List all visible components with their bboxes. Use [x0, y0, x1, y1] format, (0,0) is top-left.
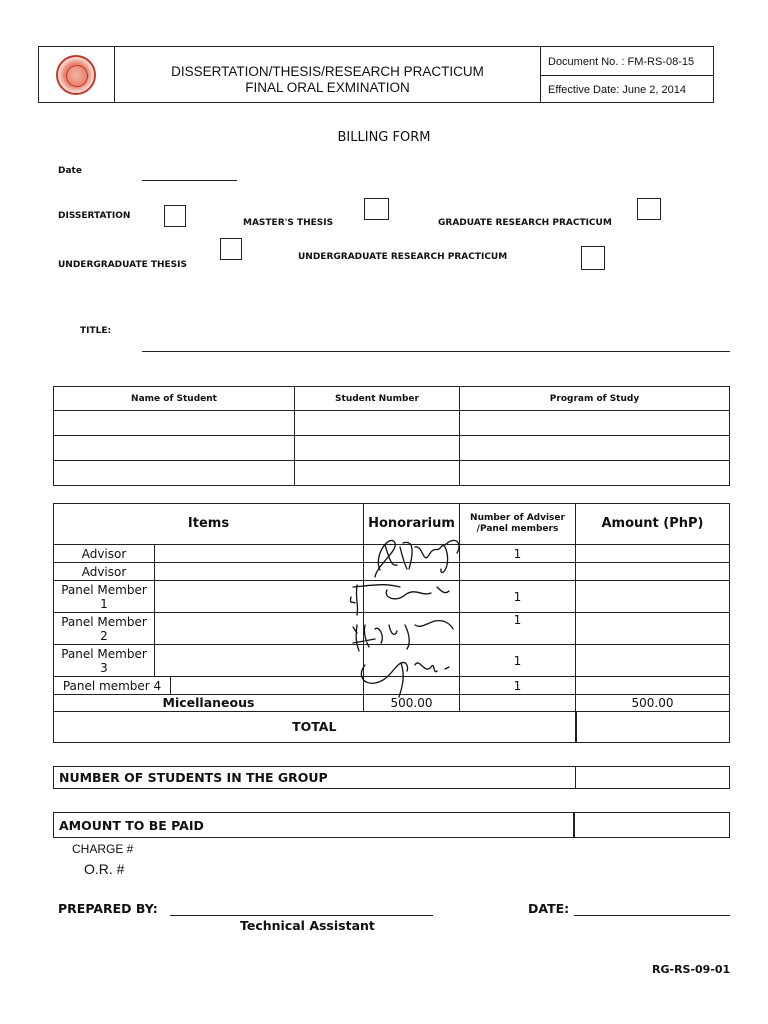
number-of-panel-header: Number of Adviser /Panel members: [460, 504, 576, 545]
name-of-student-header: Name of Student: [54, 387, 295, 411]
charge-label: CHARGE #: [72, 842, 134, 856]
item-label: Advisor: [54, 563, 155, 581]
number-of-students-row: [53, 766, 730, 789]
amount-cell[interactable]: [576, 677, 730, 695]
total-row: [54, 712, 730, 743]
masters-thesis-checkbox[interactable]: [364, 198, 389, 220]
undergraduate-thesis-label: UNDERGRADUATE THESIS: [58, 260, 187, 270]
item-label: Panel Member 1: [54, 581, 155, 613]
number-cell: 1: [460, 613, 576, 645]
footer-code: RG-RS-09-01: [652, 963, 731, 976]
document-header: [38, 46, 714, 103]
miscellaneous-amount: 500.00: [576, 695, 730, 712]
amount-to-be-paid-label: AMOUNT TO BE PAID: [59, 818, 204, 833]
item-label: Panel member 4: [54, 677, 171, 695]
amount-to-be-paid-field[interactable]: [573, 813, 731, 837]
date-field[interactable]: [142, 180, 237, 181]
undergraduate-research-practicum-checkbox[interactable]: [581, 246, 605, 270]
form-title: BILLING FORM: [337, 130, 431, 145]
program-of-study-header: Program of Study: [460, 387, 730, 411]
amount-cell[interactable]: [576, 645, 730, 677]
total-amount[interactable]: [576, 712, 730, 743]
miscellaneous-honorarium: 500.00: [364, 695, 460, 712]
header-title: [115, 64, 540, 96]
header-title-line2: FINAL ORAL EXMINATION: [245, 80, 410, 95]
header-title-line1: DISSERTATION/THESIS/RESEARCH PRACTICUM: [171, 64, 484, 79]
document-number: Document No. : FM-RS-08-15: [548, 56, 695, 68]
amount-cell[interactable]: [576, 613, 730, 645]
item-label: Panel Member 2: [54, 613, 155, 645]
total-label: TOTAL: [54, 712, 576, 743]
amount-cell[interactable]: [576, 563, 730, 581]
number-cell: 1: [460, 645, 576, 677]
prepared-by-field[interactable]: [170, 915, 433, 916]
student-number-header: Student Number: [295, 387, 460, 411]
item-label: Advisor: [54, 545, 155, 563]
students-table: [53, 386, 730, 486]
number-cell: [460, 563, 576, 581]
technical-assistant-label: Technical Assistant: [240, 918, 375, 933]
amount-header: Amount (PhP): [576, 504, 730, 545]
number-cell: 1: [460, 581, 576, 613]
items-header: Items: [54, 504, 364, 545]
graduate-research-practicum-label: GRADUATE RESEARCH PRACTICUM: [438, 218, 612, 228]
date-bottom-field[interactable]: [574, 915, 730, 916]
number-cell: 1: [460, 545, 576, 563]
date-bottom-label: DATE:: [528, 901, 570, 916]
table-row: [54, 411, 730, 436]
amount-cell[interactable]: [576, 581, 730, 613]
prepared-by-label: PREPARED BY:: [58, 901, 158, 916]
date-label: Date: [58, 166, 82, 176]
number-of-students-label: NUMBER OF STUDENTS IN THE GROUP: [59, 770, 328, 785]
honorarium-header: Honorarium: [364, 504, 460, 545]
masters-thesis-label: MASTER'S THESIS: [243, 218, 334, 228]
signatures-image: [345, 525, 470, 700]
title-label: TITLE:: [80, 326, 112, 336]
dissertation-checkbox[interactable]: [164, 205, 186, 227]
title-field[interactable]: [142, 351, 730, 352]
effective-date: Effective Date: June 2, 2014: [548, 84, 686, 96]
undergraduate-thesis-checkbox[interactable]: [220, 238, 242, 260]
table-row: [54, 436, 730, 461]
undergraduate-research-practicum-label: UNDERGRADUATE RESEARCH PRACTICUM: [298, 252, 508, 262]
miscellaneous-label: Micellaneous: [54, 695, 364, 712]
or-label: O.R. #: [84, 861, 125, 877]
item-label: Panel Member 3: [54, 645, 155, 677]
number-cell: 1: [460, 677, 576, 695]
amount-to-be-paid-row: [53, 812, 730, 838]
number-of-students-field[interactable]: [575, 767, 730, 788]
dissertation-label: DISSERTATION: [58, 211, 131, 221]
university-seal-logo: [56, 55, 96, 95]
table-row: [54, 461, 730, 486]
graduate-research-practicum-checkbox[interactable]: [637, 198, 661, 220]
amount-cell[interactable]: [576, 545, 730, 563]
